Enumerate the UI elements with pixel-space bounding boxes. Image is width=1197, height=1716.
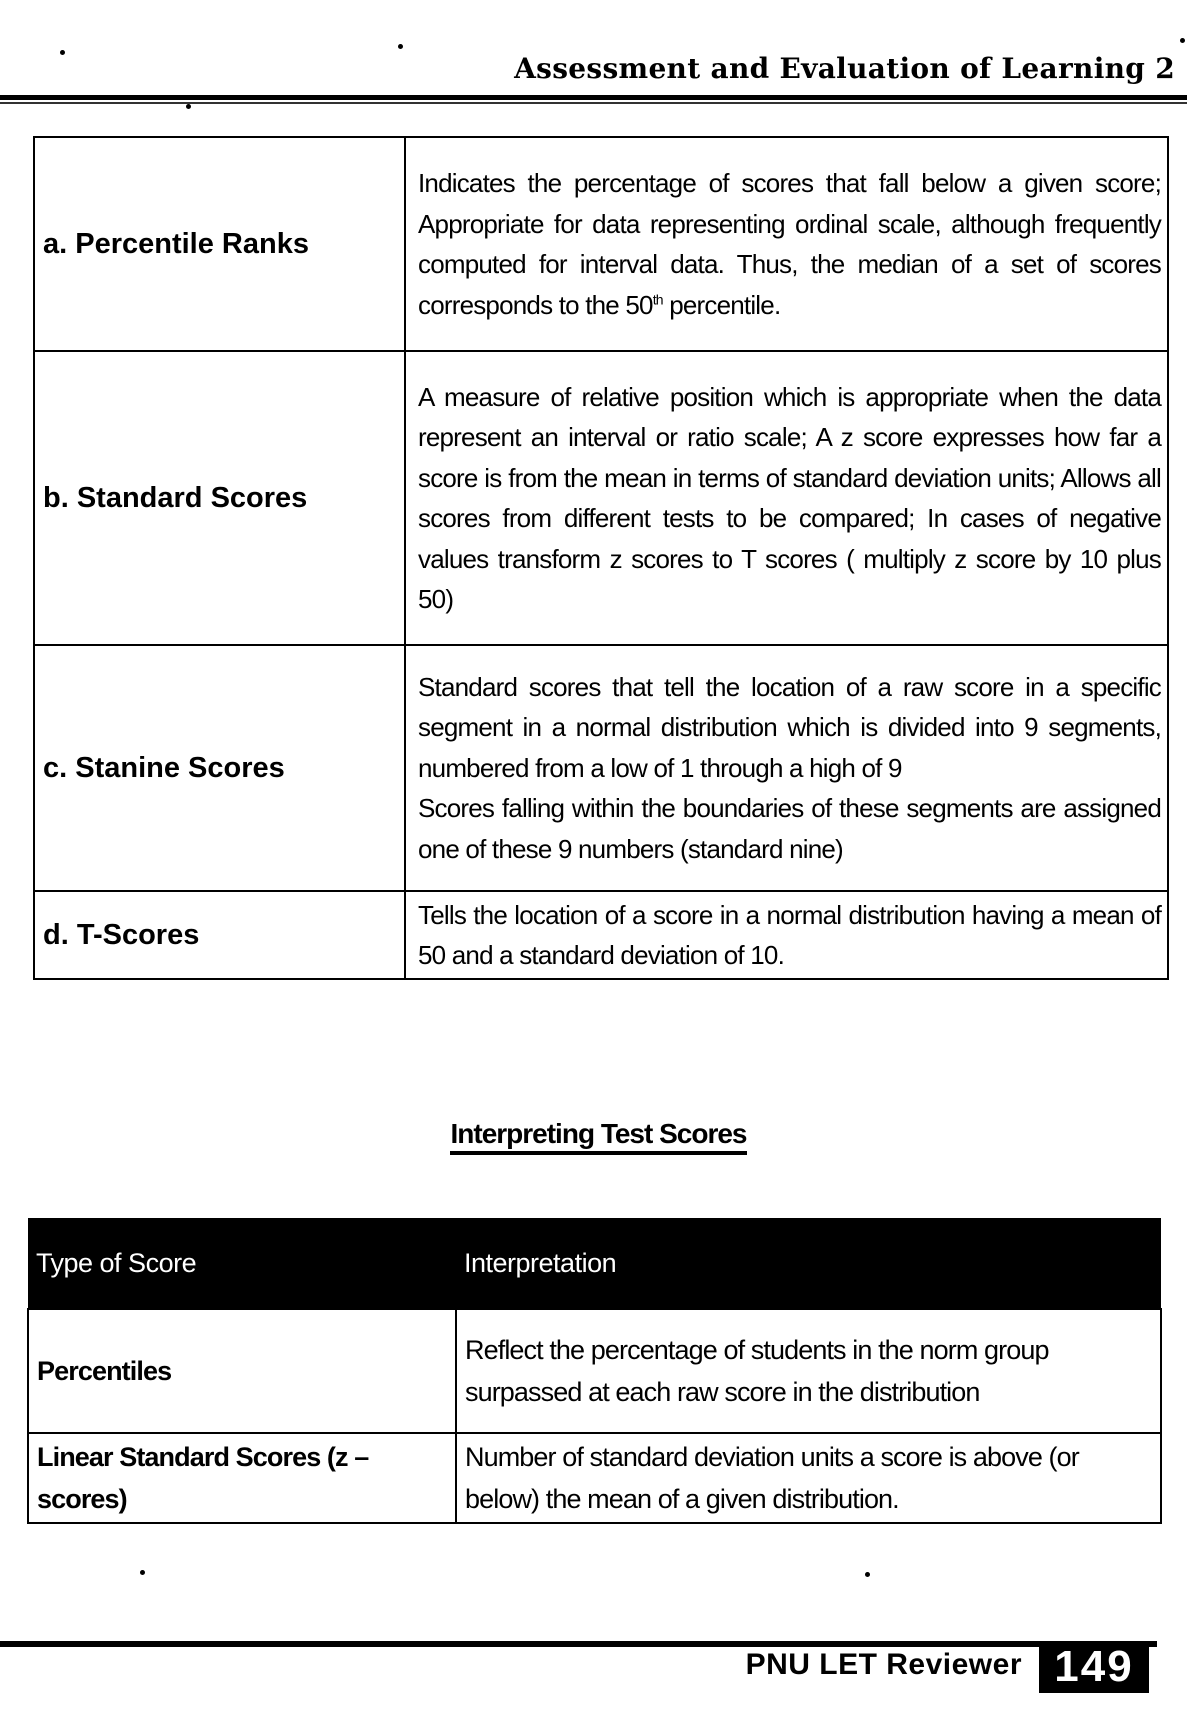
description-number: 50 (625, 289, 653, 320)
description-text-2: Scores falling within the boundaries of these segments are assigned one of these 9 numbers (standard nine) (418, 793, 1161, 864)
scan-speck (186, 104, 191, 109)
scan-speck (60, 50, 65, 55)
scan-speck (865, 1572, 870, 1577)
term-cell: b. Standard Scores (34, 351, 405, 645)
description-text: Standard scores that tell the location of a raw score in a specific segment in a normal distribution which is divided into 9 segments, numbered from a low of 1 through a high of 9 (418, 671, 1161, 783)
page-number: 149 (1039, 1641, 1149, 1693)
score-types-table (33, 136, 1169, 980)
interpretation-table (27, 1218, 1162, 1524)
term-cell: Percentiles (28, 1309, 456, 1433)
ordinal-suffix: th (652, 290, 663, 307)
table-row (28, 1309, 1161, 1433)
scan-speck (140, 1570, 145, 1575)
running-header-title: Assessment and Evaluation of Learning 2 (514, 52, 1175, 85)
column-header: Type of Score (28, 1218, 456, 1309)
description-text: Indicates the percentage of scores that fall below a given score; Appropriate for data representing ordinal scale, although frequently computed for interval data. Thus, the median of a set of scores corresponds to the (418, 168, 1161, 320)
table-row (34, 137, 1168, 351)
scan-speck (398, 44, 403, 49)
description-cell (405, 137, 1168, 351)
table-row (34, 351, 1168, 645)
section-heading (0, 1118, 1197, 1150)
table-row (34, 891, 1168, 979)
section-heading-text: Interpreting Test Scores (450, 1118, 746, 1155)
interpretation-cell: Reflect the percentage of students in the norm group surpassed at each raw score in the distribution (456, 1309, 1161, 1433)
header-rule-thin (0, 102, 1187, 104)
term-cell: a. Percentile Ranks (34, 137, 405, 351)
table-row (34, 645, 1168, 891)
term-cell: c. Stanine Scores (34, 645, 405, 891)
interpretation-cell: Number of standard deviation units a score is above (or below) the mean of a given distribution. (456, 1433, 1161, 1523)
scan-speck (1180, 38, 1185, 43)
description-cell: Tells the location of a score in a normal distribution having a mean of 50 and a standard deviation of 10. (405, 891, 1168, 979)
column-header: Interpretation (456, 1218, 1161, 1309)
term-cell: Linear Standard Scores (z – scores) (28, 1433, 456, 1523)
footer-rule (0, 1641, 1157, 1647)
footer-book-title: PNU LET Reviewer (745, 1648, 1022, 1681)
header-rule (0, 95, 1187, 100)
table-header-row (28, 1218, 1161, 1309)
table-row (28, 1433, 1161, 1523)
description-cell: A measure of relative position which is appropriate when the data represent an interval or ratio scale; A z score expresses how far a score is from the mean in terms of standard deviation units; Allows all scores from different tests to be compared; In cases of negative values transform z scores to T scores ( multiply z score by 10 plus 50) (405, 351, 1168, 645)
term-cell: d. T-Scores (34, 891, 405, 979)
description-tail: percentile. (662, 289, 781, 320)
description-cell (405, 645, 1168, 891)
